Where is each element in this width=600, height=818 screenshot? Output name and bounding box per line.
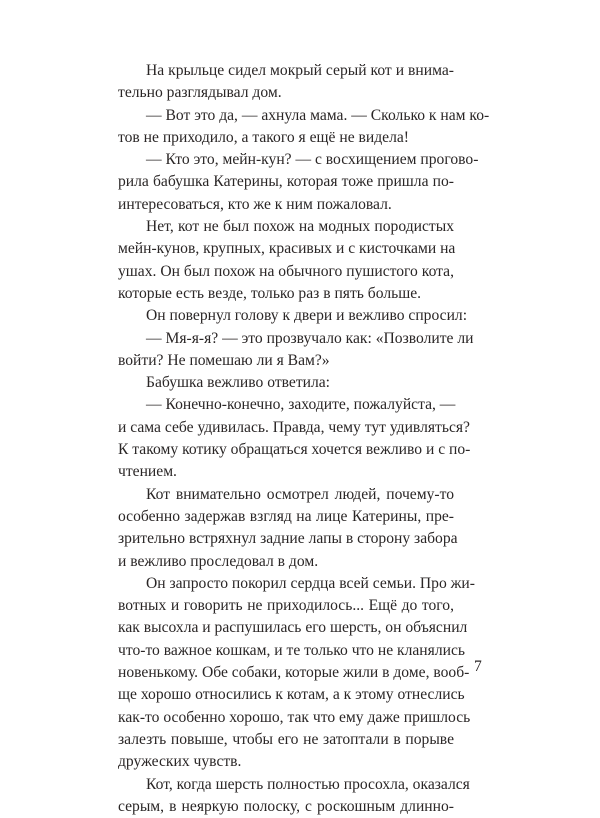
page-text — [118, 60, 454, 818]
text-line: что-то важное кошкам, и те только что не кланялись — [118, 640, 454, 662]
text-line: залезть повыше, чтобы его не затоптали в порыве — [118, 729, 454, 751]
text-line: и сама себе удивилась. Правда, чему тут удивляться? — [118, 417, 454, 439]
text-line: — Конечно-конечно, заходите, пожалуйста, — — [118, 394, 454, 416]
text-line: Он запросто покорил сердца всей семьи. Про жи- — [118, 573, 454, 595]
paragraph — [118, 328, 454, 373]
text-line: Кот, когда шерсть полностью просохла, оказался — [118, 774, 454, 796]
text-line: — Мя-я-я? — это прозвучало как: «Позволите ли — [118, 328, 454, 350]
paragraph — [118, 372, 454, 394]
text-line: как высохла и распушилась его шерсть, он объяснил — [118, 617, 454, 639]
paragraph — [118, 774, 454, 818]
paragraph — [118, 105, 454, 150]
text-line: На крыльце сидел мокрый серый кот и внима- — [118, 60, 454, 82]
paragraph — [118, 394, 454, 483]
text-line: ще хорошо относились к котам, а к этому отнеслись — [118, 684, 454, 706]
text-line: интересоваться, кто же к ним пожаловал. — [118, 194, 454, 216]
paragraph — [118, 216, 454, 305]
text-line: и вежливо проследовал в дом. — [118, 551, 454, 573]
text-line: зрительно встряхнул задние лапы в сторону забора — [118, 528, 454, 550]
text-line: — Вот это да, — ахнула мама. — Сколько к нам ко- — [118, 105, 454, 127]
text-line: тельно разглядывал дом. — [118, 82, 454, 104]
text-line: Кот внимательно осмотрел людей, почему-то — [118, 484, 454, 506]
text-line: новенькому. Обе собаки, которые жили в доме, вооб- — [118, 662, 454, 684]
paragraph — [118, 149, 454, 216]
paragraph — [118, 60, 454, 105]
text-line: рила бабушка Катерины, которая тоже пришла по- — [118, 171, 454, 193]
text-line: Бабушка вежливо ответила: — [118, 372, 454, 394]
text-line: которые есть везде, только раз в пять больше. — [118, 283, 454, 305]
paragraph — [118, 484, 454, 573]
text-line: чтением. — [118, 461, 454, 483]
text-line: Он повернул голову к двери и вежливо спросил: — [118, 305, 454, 327]
paragraph — [118, 573, 454, 774]
text-line: мейн-кунов, крупных, красивых и с кисточками на — [118, 238, 454, 260]
text-line: как-то особенно хорошо, так что ему даже пришлось — [118, 707, 454, 729]
paragraph — [118, 305, 454, 327]
text-line: серым, в неяркую полоску, с роскошным длинно- — [118, 796, 454, 818]
text-line: Нет, кот не был похож на модных породистых — [118, 216, 454, 238]
text-line: особенно задержав взгляд на лице Катерины, пре- — [118, 506, 454, 528]
text-line: тов не приходило, а такого я ещё не видела! — [118, 127, 454, 149]
text-line: ушах. Он был похож на обычного пушистого кота, — [118, 261, 454, 283]
text-line: — Кто это, мейн-кун? — с восхищением прогово- — [118, 149, 454, 171]
text-line: К такому котику обращаться хочется вежливо и с по- — [118, 439, 454, 461]
text-line: войти? Не помешаю ли я Вам?» — [118, 350, 454, 372]
text-line: дружеских чувств. — [118, 751, 454, 773]
text-line: вотных и говорить не приходилось... Ещё до того, — [118, 595, 454, 617]
page-number: 7 — [474, 656, 482, 678]
